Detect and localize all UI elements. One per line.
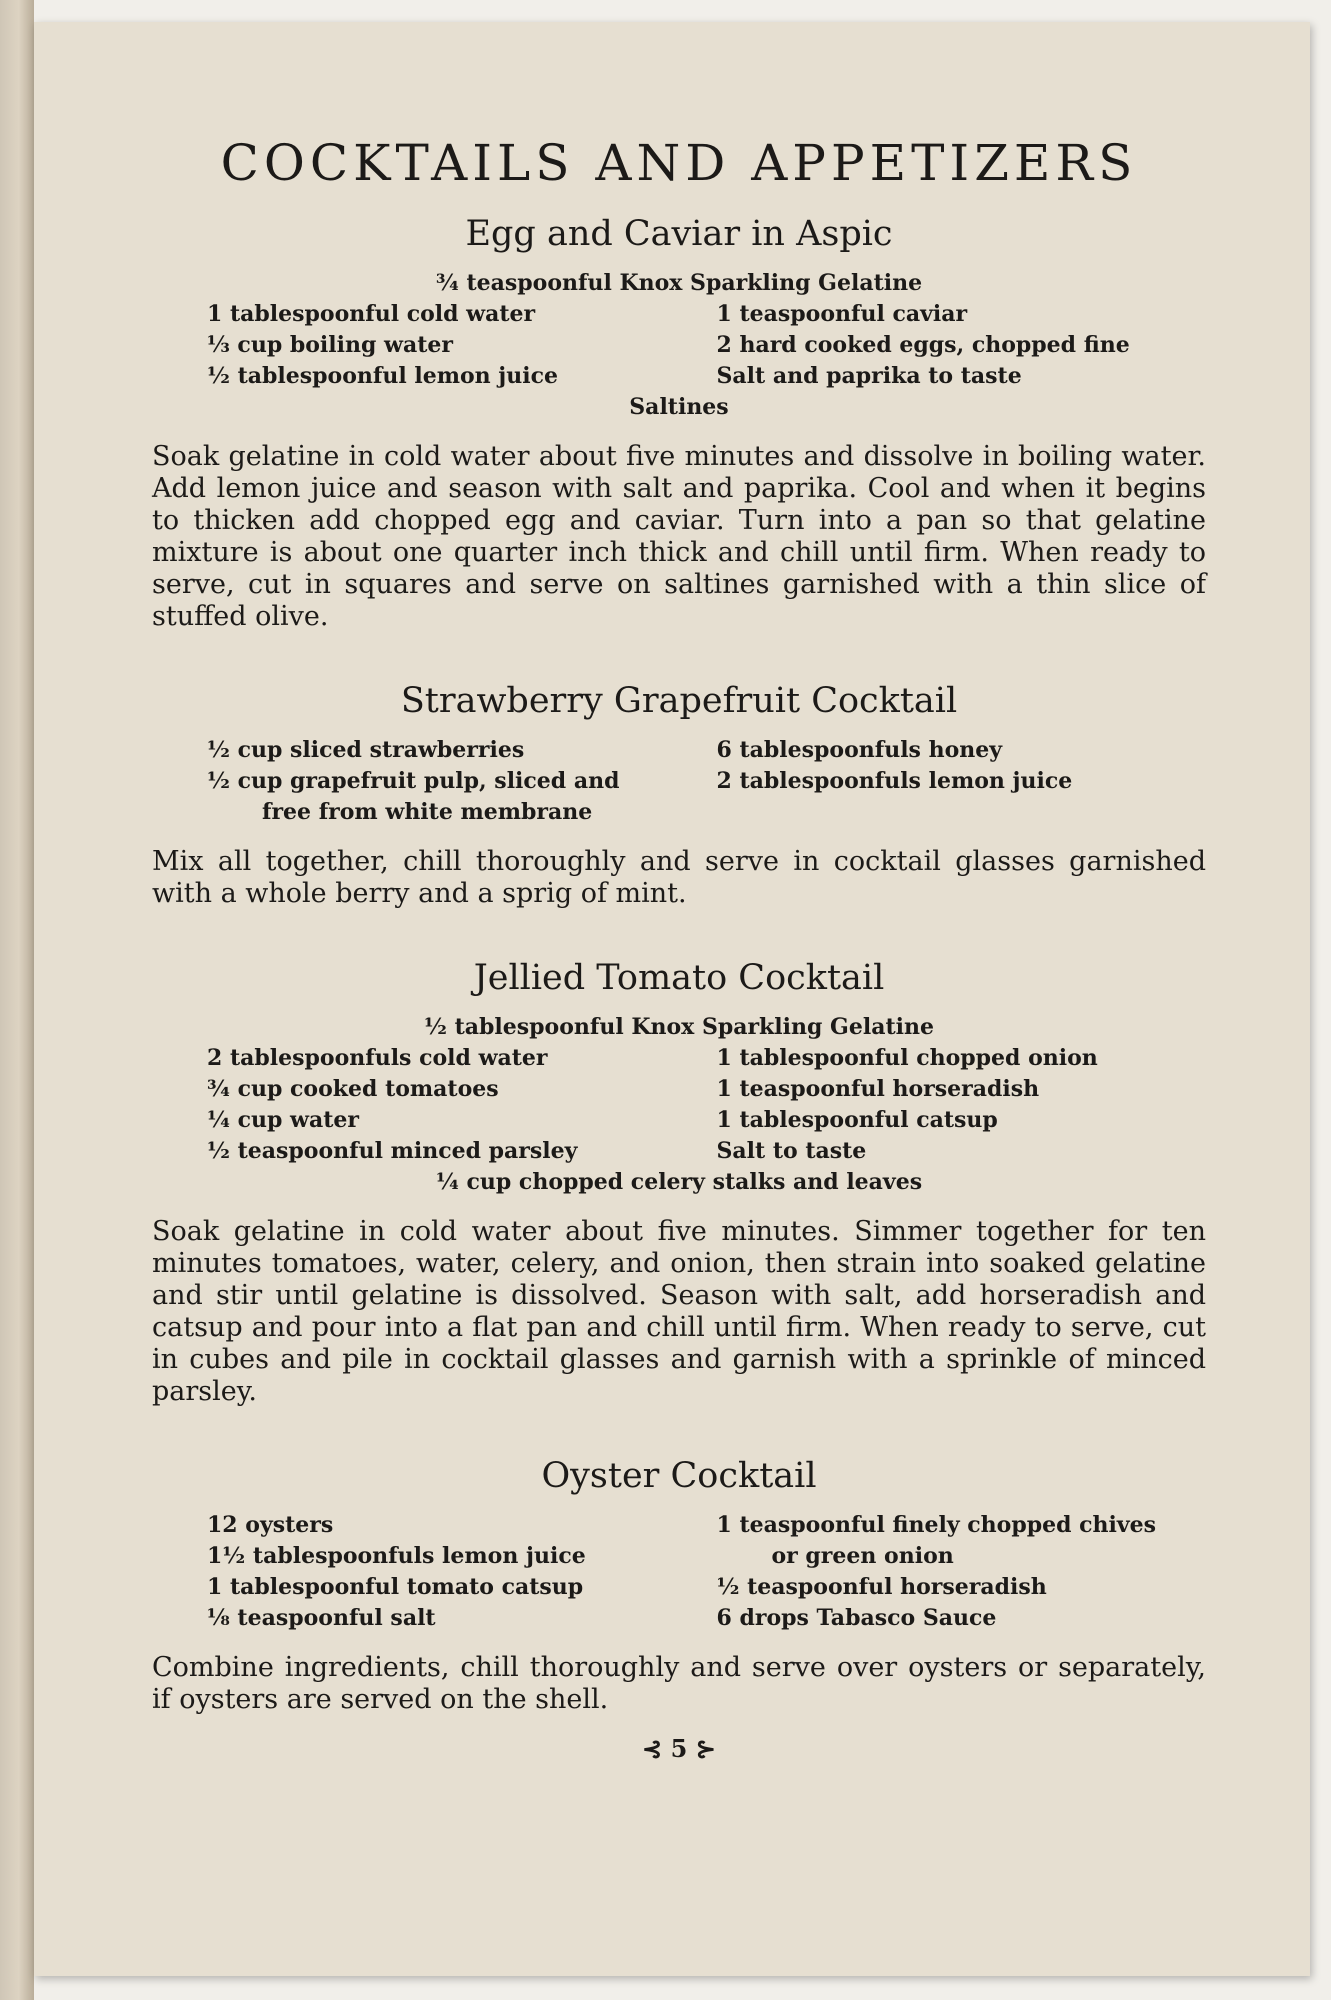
ingredient-continuation: free from white membrane: [262, 799, 593, 825]
recipe-jellied-tomato: [152, 958, 1206, 1408]
booklet-spine: [0, 0, 34, 2000]
ingredient: 12 oysters: [207, 1512, 334, 1538]
booklet-page: [34, 22, 1310, 1976]
ingredient-column-left: [207, 299, 687, 392]
ingredient: 1 tablespoonful catsup: [716, 1107, 998, 1133]
ingredient-top-line: ½ tablespoonful Knox Sparkling Gelatine: [424, 1014, 934, 1040]
ingredient: Salt to taste: [716, 1138, 867, 1164]
ingredient-bottom-line: ¼ cup chopped celery stalks and leaves: [435, 1169, 923, 1195]
ingredient-bottom-line: Saltines: [629, 394, 729, 420]
ingredient: 1 tablespoonful cold water: [207, 301, 536, 327]
ingredient: ½ teaspoonful minced parsley: [207, 1138, 578, 1164]
ingredient: 1 teaspoonful caviar: [716, 301, 968, 327]
ingredient: ½ cup sliced strawberries: [207, 737, 525, 763]
ingredient: ⅛ teaspoonful salt: [207, 1605, 436, 1631]
recipe-title: Jellied Tomato Cocktail: [473, 958, 885, 998]
ingredient: 2 tablespoonfuls lemon juice: [716, 768, 1073, 794]
ingredient: 6 drops Tabasco Sauce: [716, 1605, 997, 1631]
ingredient: 1 teaspoonful horseradish: [716, 1076, 1040, 1102]
ingredient: ⅓ cup boiling water: [207, 332, 453, 358]
ingredient: 2 tablespoonfuls cold water: [207, 1045, 548, 1071]
page-number: [152, 1734, 1206, 1763]
ingredient: 1 tablespoonful tomato catsup: [207, 1574, 584, 1600]
page-number-value: 5: [670, 1734, 688, 1763]
ingredient: 1 tablespoonful chopped onion: [716, 1045, 1098, 1071]
recipe-oyster-cocktail: [152, 1456, 1206, 1716]
section-title: COCKTAILS AND APPETIZERS: [220, 134, 1138, 192]
ingredient: 6 tablespoonfuls honey: [716, 737, 1003, 763]
ingredient-column-left: [207, 735, 687, 828]
ingredient: ¼ cup water: [207, 1107, 359, 1133]
ingredient-top-line: ¾ teaspoonful Knox Sparkling Gelatine: [435, 270, 923, 296]
page-number-ornament-left: ⊰: [642, 1734, 671, 1763]
ingredient: ½ cup grapefruit pulp, sliced and: [207, 768, 620, 794]
ingredient: ½ teaspoonful horseradish: [716, 1574, 1047, 1600]
recipe-directions: Soak gelatine in cold water about five minutes. Simmer together for ten minutes tomatoes, water, celery, and onion, then strain into soaked gelatine and stir until gelatine is dissolved. Season with salt, add horseradish and catsup and pour into a flat pan and chill until firm. When ready to serve, cut in cubes and pile in cocktail glasses and garnish with a sprinkle of minced parsley.: [152, 1216, 1206, 1407]
recipe-title: Egg and Caviar in Aspic: [465, 214, 893, 254]
ingredient-column-left: [207, 1043, 687, 1167]
ingredient-column-right: [687, 1043, 1167, 1167]
recipe-strawberry-grapefruit: [152, 681, 1206, 910]
recipe-title: Strawberry Grapefruit Cocktail: [400, 681, 958, 721]
ingredient: ½ tablespoonful lemon juice: [207, 363, 559, 389]
recipe-directions: Mix all together, chill thoroughly and serve in cocktail glasses garnished with a whole berry and a sprig of mint.: [152, 846, 1206, 909]
recipe-directions: Soak gelatine in cold water about five minutes and dissolve in boiling water. Add lemon juice and season with salt and paprika. Cool and when it begins to thicken add chopped egg and caviar. Turn into a pan so that gelatine mixture is about one quarter inch thick and chill until firm. When ready to serve, cut in squares and serve on saltines garnished with a thin slice of stuffed olive.: [152, 441, 1206, 632]
ingredient-list: [152, 735, 1206, 828]
ingredient-column-right: [687, 299, 1167, 392]
ingredient-column-left: [207, 1510, 687, 1634]
ingredient: ¾ cup cooked tomatoes: [207, 1076, 499, 1102]
page-content: [152, 134, 1206, 1763]
ingredient: 1 teaspoonful finely chopped chives: [716, 1512, 1157, 1538]
ingredient-column-right: [687, 1510, 1167, 1634]
ingredient-column-right: [687, 735, 1167, 828]
ingredient-list: [152, 1510, 1206, 1634]
ingredient-list: [152, 299, 1206, 392]
ingredient: 1½ tablespoonfuls lemon juice: [207, 1543, 586, 1569]
ingredient: 2 hard cooked eggs, chopped fine: [716, 332, 1130, 358]
page-number-ornament-right: ⊱: [687, 1734, 716, 1763]
recipe-title: Oyster Cocktail: [541, 1456, 817, 1496]
recipe-directions: Combine ingredients, chill thoroughly and serve over oysters or separately, if oysters are served on the shell.: [152, 1652, 1206, 1715]
ingredient-continuation: or green onion: [771, 1543, 954, 1569]
recipe-egg-caviar: [152, 214, 1206, 633]
ingredient-list: [152, 1043, 1206, 1167]
ingredient: Salt and paprika to taste: [716, 363, 1022, 389]
